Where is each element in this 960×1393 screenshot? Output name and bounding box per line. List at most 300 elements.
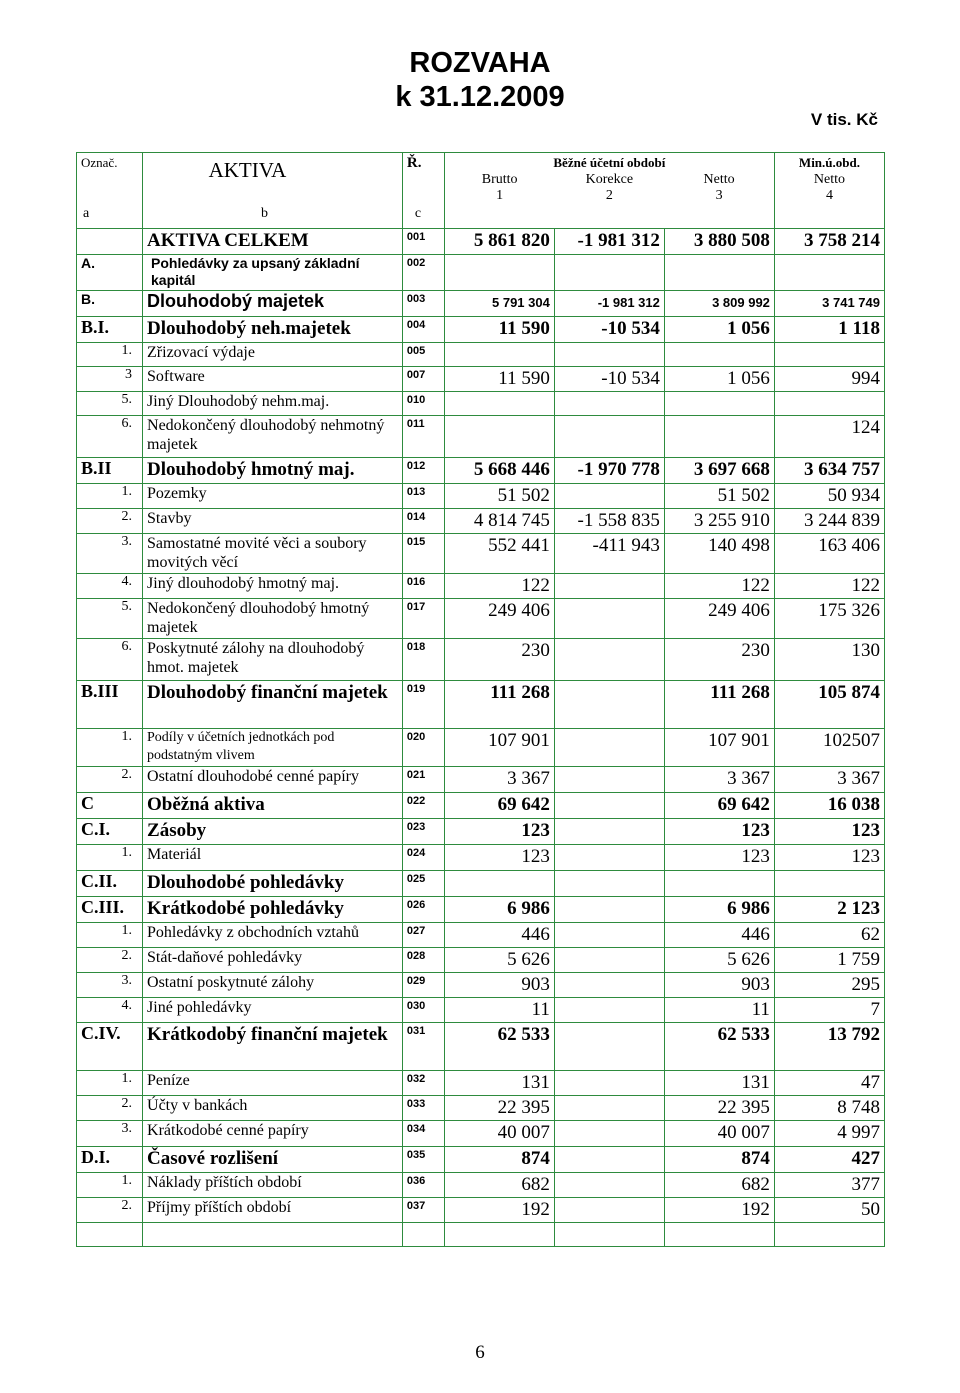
header-aktiva-cell — [143, 153, 403, 229]
row-name: Dlouhodobý neh.majetek — [143, 317, 403, 343]
row-netto: 230 — [664, 639, 774, 681]
row-minule — [774, 871, 884, 897]
row-brutto — [444, 343, 554, 367]
row-netto: 192 — [664, 1198, 774, 1223]
row-code: 020 — [402, 729, 444, 767]
row-oznac: 1. — [77, 343, 143, 367]
table-row — [77, 767, 885, 793]
row-code: 036 — [402, 1173, 444, 1198]
row-netto: 6 986 — [664, 897, 774, 923]
row-korekce — [554, 639, 664, 681]
row-netto: 111 268 — [664, 681, 774, 729]
row-netto: 107 901 — [664, 729, 774, 767]
row-oznac: C.IV. — [77, 1023, 143, 1071]
table-row — [77, 291, 885, 317]
row-korekce — [554, 729, 664, 767]
table-row — [77, 458, 885, 484]
row-korekce — [554, 845, 664, 871]
row-minule: 377 — [774, 1173, 884, 1198]
table-row — [77, 923, 885, 948]
row-name: AKTIVA CELKEM — [143, 229, 403, 255]
row-brutto: 903 — [444, 973, 554, 998]
row-korekce — [554, 416, 664, 458]
row-korekce — [554, 681, 664, 729]
row-netto — [664, 343, 774, 367]
row-korekce — [554, 871, 664, 897]
row-korekce — [554, 767, 664, 793]
row-netto: 3 809 992 — [664, 291, 774, 317]
row-brutto: 11 590 — [444, 317, 554, 343]
row-oznac: 2. — [77, 509, 143, 534]
row-netto: 249 406 — [664, 599, 774, 639]
row-korekce: -411 943 — [554, 534, 664, 574]
row-korekce — [554, 1147, 664, 1173]
row-name: Dlouhodobý hmotný maj. — [143, 458, 403, 484]
header-aktiva: AKTIVA — [208, 158, 287, 182]
row-korekce — [554, 819, 664, 845]
row-code: 013 — [402, 484, 444, 509]
row-brutto: 5 861 820 — [444, 229, 554, 255]
row-oznac — [77, 229, 143, 255]
row-brutto: 69 642 — [444, 793, 554, 819]
row-oznac: B.I. — [77, 317, 143, 343]
header-bezne: Běžné účetní období — [553, 155, 666, 170]
table-row — [77, 729, 885, 767]
row-name: Příjmy příštích období — [143, 1198, 403, 1223]
row-oznac: 3. — [77, 534, 143, 574]
row-netto: 3 255 910 — [664, 509, 774, 534]
row-oznac: C — [77, 793, 143, 819]
table-row — [77, 1173, 885, 1198]
row-code: 026 — [402, 897, 444, 923]
row-korekce: -1 981 312 — [554, 229, 664, 255]
header-n3: 3 — [715, 188, 723, 203]
table-row — [77, 998, 885, 1023]
row-brutto — [444, 392, 554, 416]
row-netto: 62 533 — [664, 1023, 774, 1071]
row-korekce — [554, 1121, 664, 1147]
row-netto: 446 — [664, 923, 774, 948]
row-oznac: B.II — [77, 458, 143, 484]
row-brutto: 6 986 — [444, 897, 554, 923]
row-code: 034 — [402, 1121, 444, 1147]
table-row — [77, 793, 885, 819]
row-netto: 1 056 — [664, 317, 774, 343]
table-row — [77, 948, 885, 973]
header-netto: Netto — [703, 172, 735, 187]
balance-sheet-table — [76, 152, 885, 1247]
table-row — [77, 534, 885, 574]
row-korekce — [554, 1198, 664, 1223]
row-minule — [774, 343, 884, 367]
row-korekce — [554, 923, 664, 948]
table-row — [77, 1121, 885, 1147]
row-minule: 3 758 214 — [774, 229, 884, 255]
row-brutto: 552 441 — [444, 534, 554, 574]
row-minule: 50 934 — [774, 484, 884, 509]
row-brutto: 4 814 745 — [444, 509, 554, 534]
row-netto: 903 — [664, 973, 774, 998]
row-brutto: 3 367 — [444, 767, 554, 793]
row-name: Ostatní poskytnuté zálohy — [143, 973, 403, 998]
row-code: 037 — [402, 1198, 444, 1223]
row-netto — [664, 1223, 774, 1247]
table-row — [77, 484, 885, 509]
row-minule: 47 — [774, 1071, 884, 1096]
row-oznac: 2. — [77, 1198, 143, 1223]
row-korekce: -10 534 — [554, 317, 664, 343]
row-minule: 295 — [774, 973, 884, 998]
row-oznac: C.III. — [77, 897, 143, 923]
row-brutto: 131 — [444, 1071, 554, 1096]
row-oznac: 6. — [77, 416, 143, 458]
row-name: Pohledávky za upsaný základní kapitál — [143, 255, 403, 291]
row-code: 028 — [402, 948, 444, 973]
row-brutto — [444, 255, 554, 291]
row-korekce — [554, 973, 664, 998]
row-netto: 3 697 668 — [664, 458, 774, 484]
row-korekce — [554, 1023, 664, 1071]
row-code — [402, 1223, 444, 1247]
header-bezne-cell — [444, 153, 774, 229]
table-row — [77, 574, 885, 599]
row-netto: 22 395 — [664, 1096, 774, 1121]
row-minule: 3 634 757 — [774, 458, 884, 484]
header-r: Ř. — [406, 155, 422, 171]
row-korekce — [554, 255, 664, 291]
document-date: k 31.12.2009 — [395, 81, 565, 113]
row-oznac: 6. — [77, 639, 143, 681]
row-netto — [664, 871, 774, 897]
row-oznac: 2. — [77, 948, 143, 973]
table-row — [77, 819, 885, 845]
table-row — [77, 1071, 885, 1096]
row-korekce: -1 981 312 — [554, 291, 664, 317]
row-brutto — [444, 871, 554, 897]
row-netto: 122 — [664, 574, 774, 599]
row-minule: 4 997 — [774, 1121, 884, 1147]
row-name: Nedokončený dlouhodobý hmotný majetek — [143, 599, 403, 639]
row-brutto: 123 — [444, 819, 554, 845]
row-brutto: 5 668 446 — [444, 458, 554, 484]
row-name: Dlouhodobý finanční majetek — [143, 681, 403, 729]
header-oznac-cell — [77, 153, 143, 229]
table-row — [77, 229, 885, 255]
row-oznac: C.II. — [77, 871, 143, 897]
row-code: 027 — [402, 923, 444, 948]
row-korekce — [554, 574, 664, 599]
row-korekce: -1 558 835 — [554, 509, 664, 534]
row-code: 002 — [402, 255, 444, 291]
row-korekce — [554, 793, 664, 819]
table-row — [77, 1223, 885, 1247]
row-netto: 11 — [664, 998, 774, 1023]
header-minule-cell — [774, 153, 884, 229]
row-brutto — [444, 1223, 554, 1247]
row-brutto: 230 — [444, 639, 554, 681]
row-oznac: 2. — [77, 1096, 143, 1121]
row-code: 019 — [402, 681, 444, 729]
row-korekce — [554, 1223, 664, 1247]
row-code: 024 — [402, 845, 444, 871]
row-minule: 427 — [774, 1147, 884, 1173]
row-minule: 994 — [774, 367, 884, 392]
row-korekce — [554, 1096, 664, 1121]
row-minule: 50 — [774, 1198, 884, 1223]
row-brutto: 62 533 — [444, 1023, 554, 1071]
row-korekce — [554, 1071, 664, 1096]
row-minule — [774, 1223, 884, 1247]
row-name: Peníze — [143, 1071, 403, 1096]
row-brutto: 111 268 — [444, 681, 554, 729]
header-n2: 2 — [605, 188, 613, 203]
row-name: Oběžná aktiva — [143, 793, 403, 819]
row-minule: 123 — [774, 845, 884, 871]
header-r-cell — [402, 153, 444, 229]
header-minule: Min.ú.obd. — [798, 155, 860, 170]
row-minule — [774, 255, 884, 291]
row-code: 029 — [402, 973, 444, 998]
row-brutto: 192 — [444, 1198, 554, 1223]
header-netto-min: Netto — [813, 172, 846, 187]
row-korekce — [554, 998, 664, 1023]
row-code: 023 — [402, 819, 444, 845]
table-row — [77, 1096, 885, 1121]
row-korekce — [554, 484, 664, 509]
row-minule: 122 — [774, 574, 884, 599]
row-name: Ostatní dlouhodobé cenné papíry — [143, 767, 403, 793]
row-brutto: 107 901 — [444, 729, 554, 767]
row-name: Nedokončený dlouhodobý nehmotný majetek — [143, 416, 403, 458]
row-name: Dlouhodobé pohledávky — [143, 871, 403, 897]
row-netto: 123 — [664, 819, 774, 845]
row-name: Časové rozlišení — [143, 1147, 403, 1173]
table-row — [77, 845, 885, 871]
row-name: Poskytnuté zálohy na dlouhodobý hmot. majetek — [143, 639, 403, 681]
table-row — [77, 639, 885, 681]
row-name: Software — [143, 367, 403, 392]
row-brutto: 682 — [444, 1173, 554, 1198]
row-oznac: 3 — [77, 367, 143, 392]
row-minule: 123 — [774, 819, 884, 845]
row-code: 031 — [402, 1023, 444, 1071]
row-minule: 13 792 — [774, 1023, 884, 1071]
table-row — [77, 1023, 885, 1071]
table-row — [77, 599, 885, 639]
table-row — [77, 255, 885, 291]
row-brutto: 249 406 — [444, 599, 554, 639]
row-oznac: 5. — [77, 599, 143, 639]
table-row — [77, 1147, 885, 1173]
row-minule: 3 741 749 — [774, 291, 884, 317]
row-brutto: 40 007 — [444, 1121, 554, 1147]
row-netto: 3 880 508 — [664, 229, 774, 255]
row-code: 032 — [402, 1071, 444, 1096]
row-brutto: 122 — [444, 574, 554, 599]
row-code: 011 — [402, 416, 444, 458]
table-row — [77, 343, 885, 367]
table-row — [77, 392, 885, 416]
header-korekce: Korekce — [585, 172, 634, 187]
row-netto: 51 502 — [664, 484, 774, 509]
row-oznac: B. — [77, 291, 143, 317]
row-oznac: A. — [77, 255, 143, 291]
row-netto: 874 — [664, 1147, 774, 1173]
row-korekce — [554, 897, 664, 923]
row-netto — [664, 416, 774, 458]
row-minule: 16 038 — [774, 793, 884, 819]
row-brutto: 11 590 — [444, 367, 554, 392]
row-brutto: 874 — [444, 1147, 554, 1173]
row-minule: 163 406 — [774, 534, 884, 574]
row-code: 005 — [402, 343, 444, 367]
row-brutto: 22 395 — [444, 1096, 554, 1121]
row-oznac: 3. — [77, 973, 143, 998]
header-b: b — [261, 206, 269, 221]
unit-label: V tis. Kč — [810, 110, 878, 129]
row-oznac: 3. — [77, 1121, 143, 1147]
row-name: Stavby — [143, 509, 403, 534]
row-name: Krátkodobé pohledávky — [143, 897, 403, 923]
row-brutto: 51 502 — [444, 484, 554, 509]
row-code: 018 — [402, 639, 444, 681]
row-code: 021 — [402, 767, 444, 793]
row-netto: 131 — [664, 1071, 774, 1096]
header-oznac: Označ. — [81, 155, 118, 170]
row-korekce — [554, 1173, 664, 1198]
page-number: 6 — [475, 1342, 485, 1363]
row-code: 007 — [402, 367, 444, 392]
header-n1: 1 — [496, 188, 504, 203]
table-row — [77, 871, 885, 897]
row-netto: 682 — [664, 1173, 774, 1198]
header-row — [77, 153, 885, 229]
document-title: ROZVAHA — [409, 47, 551, 79]
row-korekce — [554, 392, 664, 416]
row-name: Zásoby — [143, 819, 403, 845]
header-c: c — [414, 206, 422, 221]
row-brutto: 123 — [444, 845, 554, 871]
row-netto: 40 007 — [664, 1121, 774, 1147]
row-name: Dlouhodobý majetek — [143, 291, 403, 317]
row-code: 033 — [402, 1096, 444, 1121]
row-oznac: 2. — [77, 767, 143, 793]
row-name: Účty v bankách — [143, 1096, 403, 1121]
row-name: Krátkodobé cenné papíry — [143, 1121, 403, 1147]
row-oznac: 1. — [77, 729, 143, 767]
row-oznac: D.I. — [77, 1147, 143, 1173]
row-minule: 8 748 — [774, 1096, 884, 1121]
header-a: a — [83, 206, 90, 221]
row-oznac: 1. — [77, 923, 143, 948]
row-netto: 69 642 — [664, 793, 774, 819]
row-brutto: 5 791 304 — [444, 291, 554, 317]
row-name: Jiný Dlouhodobý nehm.maj. — [143, 392, 403, 416]
row-code: 003 — [402, 291, 444, 317]
row-minule: 3 367 — [774, 767, 884, 793]
row-minule: 124 — [774, 416, 884, 458]
table-row — [77, 1198, 885, 1223]
row-name: Náklady příštích období — [143, 1173, 403, 1198]
header-subcolumns — [445, 172, 774, 204]
row-brutto: 5 626 — [444, 948, 554, 973]
row-minule: 3 244 839 — [774, 509, 884, 534]
row-code: 025 — [402, 871, 444, 897]
row-netto: 3 367 — [664, 767, 774, 793]
table-row — [77, 973, 885, 998]
row-netto: 5 626 — [664, 948, 774, 973]
row-minule: 175 326 — [774, 599, 884, 639]
row-minule: 130 — [774, 639, 884, 681]
row-code: 012 — [402, 458, 444, 484]
row-oznac: 4. — [77, 574, 143, 599]
row-oznac: 1. — [77, 484, 143, 509]
row-code: 022 — [402, 793, 444, 819]
row-name: Stát-daňové pohledávky — [143, 948, 403, 973]
row-oznac: 5. — [77, 392, 143, 416]
row-netto — [664, 392, 774, 416]
row-brutto: 446 — [444, 923, 554, 948]
row-name: Pohledávky z obchodních vztahů — [143, 923, 403, 948]
row-oznac — [77, 1223, 143, 1247]
row-name: Jiný dlouhodobý hmotný maj. — [143, 574, 403, 599]
row-netto: 140 498 — [664, 534, 774, 574]
row-name: Jiné pohledávky — [143, 998, 403, 1023]
table-row — [77, 367, 885, 392]
row-code: 004 — [402, 317, 444, 343]
row-korekce: -1 970 778 — [554, 458, 664, 484]
row-code: 001 — [402, 229, 444, 255]
row-oznac: B.III — [77, 681, 143, 729]
row-name: Podíly v účetních jednotkách pod podstatným vlivem — [143, 729, 403, 767]
row-name: Pozemky — [143, 484, 403, 509]
row-brutto: 11 — [444, 998, 554, 1023]
row-oznac: 1. — [77, 845, 143, 871]
header-brutto: Brutto — [481, 172, 518, 187]
row-minule: 102507 — [774, 729, 884, 767]
row-oznac: 1. — [77, 1071, 143, 1096]
table-row — [77, 897, 885, 923]
row-code: 035 — [402, 1147, 444, 1173]
row-name: Zřizovací výdaje — [143, 343, 403, 367]
row-minule: 2 123 — [774, 897, 884, 923]
row-netto: 1 056 — [664, 367, 774, 392]
row-netto: 123 — [664, 845, 774, 871]
row-code: 016 — [402, 574, 444, 599]
row-code: 015 — [402, 534, 444, 574]
table-row — [77, 681, 885, 729]
row-name: Samostatné movité věci a soubory movitých věcí — [143, 534, 403, 574]
header-n4: 4 — [825, 188, 833, 203]
row-minule: 1 118 — [774, 317, 884, 343]
row-name — [143, 1223, 403, 1247]
row-code: 014 — [402, 509, 444, 534]
row-code: 017 — [402, 599, 444, 639]
table-row — [77, 317, 885, 343]
row-minule: 105 874 — [774, 681, 884, 729]
row-name: Materiál — [143, 845, 403, 871]
row-korekce — [554, 599, 664, 639]
row-minule: 7 — [774, 998, 884, 1023]
row-brutto — [444, 416, 554, 458]
row-korekce: -10 534 — [554, 367, 664, 392]
row-code: 010 — [402, 392, 444, 416]
row-minule: 62 — [774, 923, 884, 948]
row-oznac: 1. — [77, 1173, 143, 1198]
row-minule: 1 759 — [774, 948, 884, 973]
row-netto — [664, 255, 774, 291]
table-row — [77, 416, 885, 458]
